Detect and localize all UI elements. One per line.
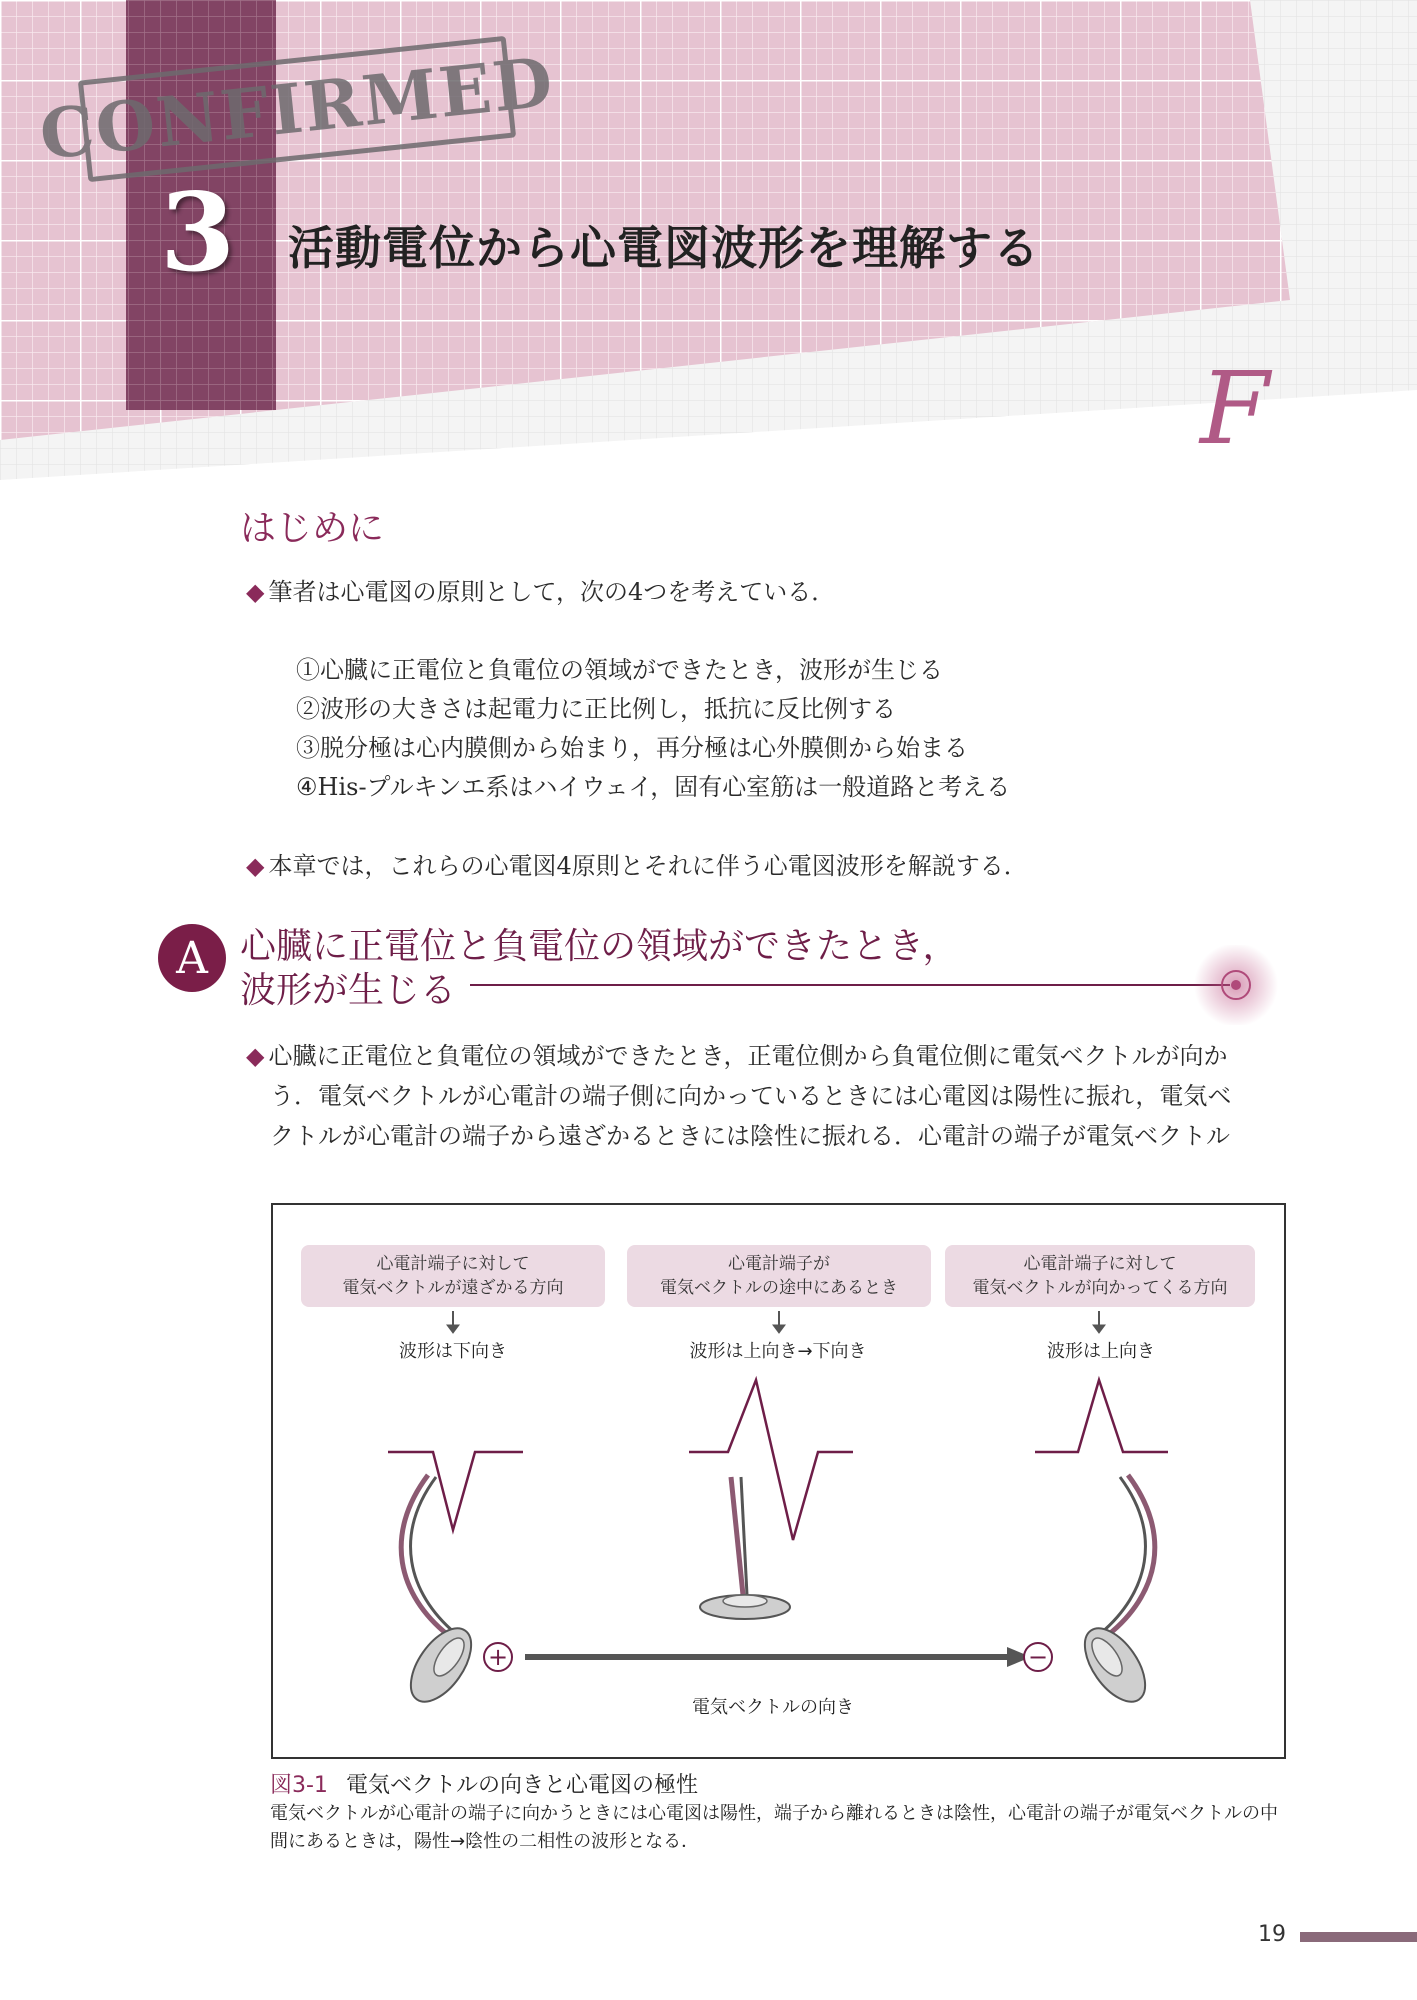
intro-lead-text: 筆者は心電図の原則として，次の4つを考えている． (268, 578, 836, 606)
chapter-header (0, 0, 1417, 490)
section-a-badge: A (158, 924, 226, 992)
intro-closing (246, 846, 1028, 881)
intro-heading: はじめに (240, 508, 385, 549)
section-a-title-line2: 波形が生じる (240, 970, 457, 1011)
section-a-body (246, 1036, 1290, 1156)
principle-2: ②波形の大きさは起電力に正比例し，抵抗に反比例する (296, 695, 896, 723)
intro-closing-text: 本章では，これらの心電図4原則とそれに伴う心電図波形を解説する． (268, 852, 1028, 880)
positive-wave (1035, 1380, 1168, 1452)
panel-2-result: 波形は上向き→下向き (689, 1341, 867, 1362)
confirmed-stamp: CONFIRMED (78, 36, 516, 182)
electrode-right-icon (1073, 1475, 1157, 1712)
corner-letter: F (1200, 350, 1270, 467)
principle-1: ①心臓に正電位と負電位の領域ができたとき，波形が生じる (296, 656, 944, 684)
principle-3: ③脱分極は心内膜側から始まり，再分極は心外膜側から始まる (296, 734, 968, 762)
down-arrow-icon (447, 1311, 1105, 1333)
page-number: 19 (1258, 1922, 1286, 1947)
plus-symbol: + (487, 1643, 509, 1671)
diamond-bullet-icon: ◆ (246, 1042, 265, 1070)
figure-3-1 (271, 1203, 1286, 1759)
figure-caption-body: 電気ベクトルが心電計の端子に向かうときには心電図は陽性，端子から離れるときは陰性，心電計の端子が電気ベクトルの中間にあるときは，陽性→陰性の二相性の波形となる． (270, 1803, 1278, 1852)
page-number-bar (1300, 1932, 1417, 1942)
section-a-body-line2: う．電気ベクトルが心電計の端子側に向かっているときには心電図は陽性に振れ，電気ベ (270, 1082, 1232, 1110)
negative-wave (388, 1452, 523, 1530)
section-a-title-line1: 心臓に正電位と負電位の領域ができたとき， (240, 926, 959, 967)
panel-3-box: 心電計端子に対して 電気ベクトルが向かってくる方向 (945, 1245, 1255, 1307)
chapter-number: 3 (160, 170, 236, 296)
minus-symbol: − (1027, 1643, 1049, 1671)
figure-caption-title (270, 1768, 698, 1799)
principle-4: ④His-プルキンエ系はハイウェイ，固有心室筋は一般道路と考える (296, 773, 1011, 801)
diamond-bullet-icon: ◆ (246, 578, 265, 606)
vector-direction-label: 電気ベクトルの向き (692, 1697, 854, 1718)
intro-lead (246, 572, 835, 607)
section-a-body-line3: クトルが心電計の端子から遠ざかるときには陰性に振れる．心電計の端子が電気ベクトル (270, 1122, 1230, 1150)
figure-number: 図3-1 (270, 1773, 328, 1798)
electrode-middle-icon (700, 1477, 790, 1619)
chapter-title: 活動電位から心電図波形を理解する (288, 221, 1040, 275)
electrode-left-icon (399, 1475, 483, 1712)
diamond-bullet-icon: ◆ (246, 852, 265, 880)
panel-1-result: 波形は下向き (399, 1341, 507, 1362)
section-a-rule (460, 945, 1290, 1025)
biphasic-wave (689, 1380, 853, 1540)
panel-1-box: 心電計端子に対して 電気ベクトルが遠ざかる方向 (301, 1245, 605, 1307)
figure-caption-text: 電気ベクトルの向きと心電図の極性 (345, 1773, 698, 1798)
figure-drawing (273, 1205, 1284, 1757)
panel-3-result: 波形は上向き (1047, 1341, 1155, 1362)
section-a-body-line1: ◆ 心臓に正電位と負電位の領域ができたとき，正電位側から負電位側に電気ベクトルが向か (246, 1042, 1228, 1070)
panel-2-box: 心電計端子が 電気ベクトルの途中にあるとき (627, 1245, 931, 1307)
